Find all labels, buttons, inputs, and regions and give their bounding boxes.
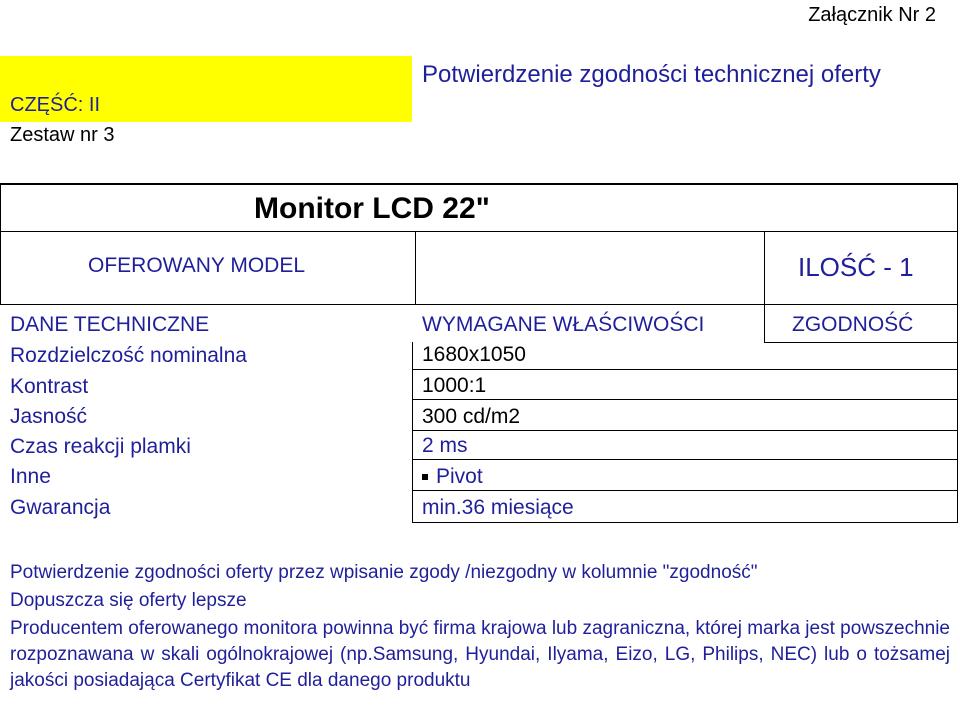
divider — [415, 231, 416, 304]
row-label: Rozdzielczość nominalna — [10, 344, 247, 367]
divider — [412, 430, 958, 431]
row-value: min.36 miesiące — [422, 496, 574, 519]
bullet-icon — [422, 474, 428, 480]
row-value: 1000:1 — [422, 374, 487, 397]
quantity-label: ILOŚĆ - 1 — [798, 252, 914, 282]
set-label: Zestaw nr 3 — [10, 124, 115, 146]
row-label: Jasność — [10, 405, 88, 428]
row-label: Kontrast — [10, 375, 89, 398]
document-title: Potwierdzenie zgodności technicznej oferty — [422, 61, 881, 88]
part-label: CZĘŚĆ: II — [10, 94, 101, 116]
product-name: Monitor LCD 22" — [254, 192, 490, 225]
row-value: 300 cd/m2 — [422, 405, 521, 428]
divider — [412, 490, 958, 491]
divider — [764, 231, 765, 304]
row-value: Pivot — [436, 465, 483, 488]
header-technical-data: DANE TECHNICZNE — [10, 313, 210, 336]
confirm-note: Potwierdzenie zgodności oferty przez wpisanie zgody /niezgodny w kolumnie "zgodność" — [10, 562, 758, 583]
header-required-properties: WYMAGANE WŁAŚCIWOŚCI — [422, 313, 705, 336]
row-label: Gwarancja — [10, 496, 111, 519]
allowed-note: Dopuszcza się oferty lepsze — [10, 590, 247, 611]
row-value: 2 ms — [422, 434, 468, 457]
divider — [0, 231, 958, 232]
row-label: Czas reakcji plamki — [10, 435, 191, 458]
row-value-pivot — [422, 465, 483, 489]
offered-model-label: OFEROWANY MODEL — [88, 254, 306, 277]
header-compliance: ZGODNOŚĆ — [792, 313, 914, 336]
divider — [764, 342, 958, 343]
divider — [412, 369, 958, 370]
divider — [412, 522, 958, 523]
row-value: 1680x1050 — [422, 343, 526, 366]
divider — [764, 305, 765, 343]
producer-paragraph: Producentem oferowanego monitora powinna być firma krajowa lub zagraniczna, której marka jest powszechnie rozpoznawana w skali ogólnokrajowej (np.Samsung, Hyundai, Ilyama, Eizo, LG, Philips, NEC) lub o tożsamej jakości posiadająca Certyfikat CE dla danego produktu — [10, 618, 950, 691]
row-label: Inne — [10, 465, 51, 488]
divider — [412, 459, 958, 460]
divider — [412, 399, 958, 400]
annex-label: Załącznik Nr 2 — [808, 4, 936, 26]
